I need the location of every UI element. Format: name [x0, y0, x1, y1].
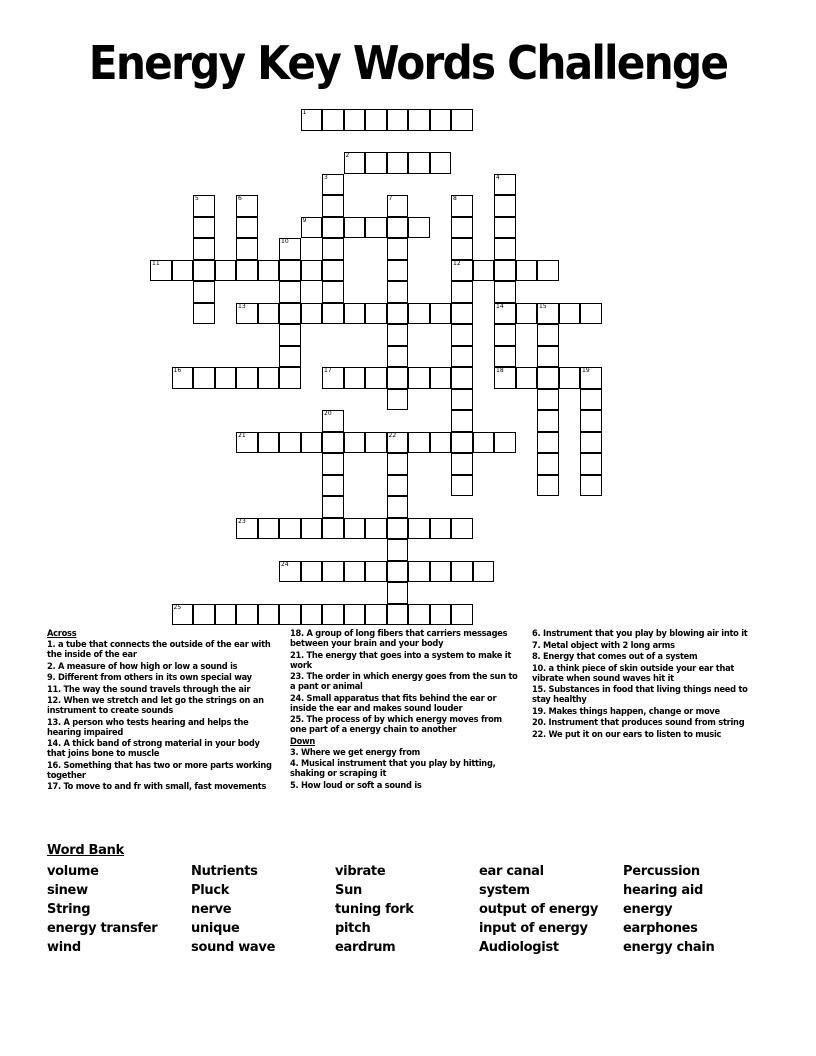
crossword-cell[interactable]: [387, 281, 409, 303]
crossword-cell[interactable]: [215, 604, 237, 626]
crossword-cell[interactable]: [516, 367, 538, 389]
crossword-cell[interactable]: [236, 260, 258, 282]
clue-number: 19: [582, 367, 590, 374]
crossword-cell[interactable]: [580, 410, 602, 432]
crossword-cell[interactable]: [236, 195, 258, 217]
crossword-cell[interactable]: [322, 367, 344, 389]
crossword-cell[interactable]: [279, 432, 301, 454]
crossword-cell[interactable]: [473, 260, 495, 282]
clue-number: 13: [238, 302, 246, 310]
crossword-cell[interactable]: [451, 109, 473, 131]
crossword-cell[interactable]: [451, 518, 473, 540]
crossword-cell[interactable]: [279, 238, 301, 260]
crossword-cell[interactable]: [430, 367, 452, 389]
clue-down-5: 5. How loud or soft a sound is: [290, 779, 422, 791]
clue-across-13: 13. A person who tests hearing and helps the hearing impaired: [47, 716, 249, 738]
crossword-cell[interactable]: [580, 453, 602, 475]
crossword-cell[interactable]: [365, 303, 387, 325]
crossword-cell[interactable]: [537, 303, 559, 325]
word-bank-item: output of energy: [479, 902, 599, 917]
clue-number: 8: [453, 195, 457, 202]
clue-number: 11: [152, 259, 160, 267]
word-bank-item: Audiologist: [479, 940, 559, 955]
crossword-cell[interactable]: [387, 432, 409, 454]
clue-across-11: 11. The way the sound travels through the air: [47, 683, 251, 695]
word-bank-item: Pluck: [191, 883, 230, 898]
crossword-cell[interactable]: [322, 518, 344, 540]
crossword-cell[interactable]: [258, 367, 280, 389]
word-bank-item: sound wave: [191, 940, 276, 955]
crossword-cell[interactable]: [301, 260, 323, 282]
crossword-cell[interactable]: [537, 260, 559, 282]
crossword-cell[interactable]: [301, 217, 323, 239]
word-bank-item: tuning fork: [335, 902, 414, 917]
word-bank: [47, 862, 767, 957]
crossword-cell[interactable]: [559, 303, 581, 325]
crossword-cell[interactable]: [451, 475, 473, 497]
crossword-cell[interactable]: [322, 604, 344, 626]
crossword-cell[interactable]: [322, 238, 344, 260]
crossword-cell[interactable]: [387, 496, 409, 518]
crossword-cell[interactable]: [322, 109, 344, 131]
crossword-cell[interactable]: [236, 518, 258, 540]
crossword-cell[interactable]: [387, 303, 409, 325]
word-bank-item: input of energy: [479, 921, 588, 936]
crossword-cell[interactable]: [258, 432, 280, 454]
crossword-cell[interactable]: [387, 238, 409, 260]
crossword-cell[interactable]: [236, 303, 258, 325]
clue-number: 20: [324, 410, 332, 417]
crossword-cell[interactable]: [494, 217, 516, 239]
crossword-cell[interactable]: [387, 195, 409, 217]
crossword-cell[interactable]: [365, 432, 387, 454]
clues-column-2: [290, 629, 520, 792]
clue-number: 7: [388, 195, 393, 202]
crossword-cell[interactable]: [301, 303, 323, 325]
crossword-cell[interactable]: [408, 152, 430, 174]
crossword-cell[interactable]: [193, 260, 215, 282]
crossword-cell[interactable]: [473, 561, 495, 583]
crossword-cell[interactable]: [193, 281, 215, 303]
clue-across-12: 12. When we stretch and let go the strings on an instrument to create sounds: [47, 695, 264, 716]
clue-down-20: 20. Instrument that produces sound from string: [532, 717, 745, 728]
crossword-cell[interactable]: [279, 346, 301, 368]
crossword-cell[interactable]: [494, 195, 516, 217]
crossword-cell[interactable]: [516, 303, 538, 325]
crossword-cell[interactable]: [430, 432, 452, 454]
crossword-cell[interactable]: [236, 604, 258, 626]
crossword-cell[interactable]: [279, 518, 301, 540]
crossword-cell[interactable]: [215, 367, 237, 389]
word-bank-item: Percussion: [623, 864, 700, 879]
crossword-cell[interactable]: [258, 518, 280, 540]
clue-number: 10: [281, 238, 289, 245]
crossword-cell[interactable]: [451, 324, 473, 346]
crossword-cell[interactable]: [494, 260, 516, 282]
clue-number: 12: [453, 259, 461, 267]
crossword-cell[interactable]: [387, 518, 409, 540]
clues-column-1: [47, 629, 277, 794]
across-heading: Across: [47, 628, 77, 639]
word-bank-item: wind: [47, 940, 81, 955]
crossword-cell[interactable]: [430, 604, 452, 626]
crossword-cell[interactable]: [387, 389, 409, 411]
crossword-cell[interactable]: [322, 475, 344, 497]
clue-number: 24: [281, 560, 289, 568]
crossword-cell[interactable]: [322, 496, 344, 518]
crossword-cell[interactable]: [430, 303, 452, 325]
clue-number: 3: [324, 173, 328, 181]
crossword-cell[interactable]: [365, 561, 387, 583]
word-bank-item: energy: [623, 902, 673, 917]
clue-across-23: 23. The order in which energy goes from the sun to a pant or animal: [290, 671, 518, 692]
crossword-cell[interactable]: [408, 432, 430, 454]
crossword-cell[interactable]: [451, 410, 473, 432]
crossword-cell[interactable]: [451, 604, 473, 626]
crossword-cell[interactable]: [451, 303, 473, 325]
word-bank-item: String: [47, 902, 91, 917]
crossword-cell[interactable]: [494, 367, 516, 389]
crossword-cell[interactable]: [344, 217, 366, 239]
crossword-cell[interactable]: [344, 367, 366, 389]
crossword-cell[interactable]: [258, 303, 280, 325]
crossword-cell[interactable]: [387, 152, 409, 174]
crossword-cell[interactable]: [301, 604, 323, 626]
crossword-cell[interactable]: [494, 346, 516, 368]
crossword-cell[interactable]: [473, 432, 495, 454]
crossword-cell[interactable]: [193, 303, 215, 325]
crossword-cell[interactable]: [215, 260, 237, 282]
crossword-cell[interactable]: [301, 518, 323, 540]
crossword-cell[interactable]: [387, 346, 409, 368]
word-bank-item: Nutrients: [191, 864, 258, 879]
crossword-cell[interactable]: [387, 582, 409, 604]
crossword-cell[interactable]: [537, 367, 559, 389]
clue-down-10: 10. a think piece of skin outside your ear that vibrate when sound waves hit it: [532, 662, 735, 684]
clue-down-8: 8. Energy that comes out of a system: [532, 651, 698, 662]
word-bank-item: earphones: [623, 921, 698, 936]
crossword-cell[interactable]: [537, 324, 559, 346]
clue-across-14: 14. A thick band of strong material in your body that joins bone to muscle: [47, 738, 260, 759]
word-bank-item: eardrum: [335, 940, 396, 955]
crossword-cell[interactable]: [322, 260, 344, 282]
word-bank-item: unique: [191, 921, 240, 936]
word-bank-item: volume: [47, 864, 99, 879]
crossword-cell[interactable]: [365, 518, 387, 540]
crossword-cell[interactable]: [408, 561, 430, 583]
crossword-cell[interactable]: [193, 195, 215, 217]
crossword-cell[interactable]: [430, 152, 452, 174]
word-bank-item: sinew: [47, 883, 88, 898]
crossword-cell[interactable]: [408, 303, 430, 325]
clue-number: 9: [302, 216, 307, 224]
clue-across-16: 16. Something that has two or more parts working together: [47, 759, 272, 781]
crossword-cell[interactable]: [172, 260, 194, 282]
crossword-cell[interactable]: [322, 281, 344, 303]
crossword-cell[interactable]: [408, 604, 430, 626]
crossword-cell[interactable]: [516, 260, 538, 282]
crossword-cell[interactable]: [279, 367, 301, 389]
crossword-cell[interactable]: [580, 475, 602, 497]
crossword-cell[interactable]: [430, 109, 452, 131]
crossword-cell[interactable]: [387, 260, 409, 282]
clue-number: 14: [496, 302, 504, 310]
clue-across-17: 17. To move to and fr with small, fast movements: [47, 781, 267, 792]
crossword-cell[interactable]: [279, 324, 301, 346]
word-bank-item: pitch: [335, 921, 371, 936]
crossword-cell[interactable]: [258, 604, 280, 626]
word-bank-item: nerve: [191, 902, 232, 917]
clue-number: 5: [195, 195, 199, 202]
crossword-cell[interactable]: [365, 152, 387, 174]
crossword-cell[interactable]: [451, 453, 473, 475]
crossword-cell[interactable]: [451, 238, 473, 260]
clue-down-22: 22. We put it on our ears to listen to music: [532, 728, 722, 740]
crossword-cell[interactable]: [451, 367, 473, 389]
down-heading: Down: [290, 735, 316, 747]
clue-number: 4: [496, 173, 500, 181]
crossword-cell[interactable]: [344, 561, 366, 583]
clue-across-2: 2. A measure of how high or low a sound is: [47, 660, 238, 672]
crossword-cell[interactable]: [344, 604, 366, 626]
word-bank-item: Sun: [335, 883, 362, 898]
crossword-cell[interactable]: [408, 518, 430, 540]
crossword-cell[interactable]: [193, 604, 215, 626]
crossword-cell[interactable]: [322, 303, 344, 325]
crossword-cell[interactable]: [451, 195, 473, 217]
crossword-cell[interactable]: [258, 260, 280, 282]
crossword-cell[interactable]: [580, 367, 602, 389]
clue-across-18: 18. A group of long fibers that carriers messages between your brain and your body: [290, 628, 508, 649]
crossword-cell[interactable]: [580, 432, 602, 454]
crossword-cell[interactable]: [408, 217, 430, 239]
clue-across-25: 25. The process of by which energy moves from one part of a energy chain to another: [290, 714, 502, 735]
clue-number: 6: [238, 195, 242, 202]
crossword-cell[interactable]: [301, 561, 323, 583]
clue-number: 1: [302, 109, 307, 116]
crossword-cell[interactable]: [430, 561, 452, 583]
crossword-cell[interactable]: [344, 303, 366, 325]
clue-down-15: 15. Substances in food that living things need to stay healthy: [532, 684, 748, 705]
crossword-cell[interactable]: [279, 281, 301, 303]
crossword-cell[interactable]: [387, 604, 409, 626]
crossword-cell[interactable]: [322, 174, 344, 196]
clue-number: 18: [496, 367, 504, 374]
crossword-cell[interactable]: [408, 109, 430, 131]
crossword-cell[interactable]: [451, 281, 473, 303]
crossword-cell[interactable]: [322, 195, 344, 217]
crossword-cell[interactable]: [172, 367, 194, 389]
crossword-cell[interactable]: [387, 539, 409, 561]
crossword-cell[interactable]: [537, 346, 559, 368]
crossword-cell[interactable]: [365, 367, 387, 389]
crossword-cell[interactable]: [301, 432, 323, 454]
crossword-cell[interactable]: [494, 281, 516, 303]
crossword-cell[interactable]: [537, 453, 559, 475]
crossword-cell[interactable]: [344, 152, 366, 174]
crossword-cell[interactable]: [365, 604, 387, 626]
crossword-cell[interactable]: [279, 303, 301, 325]
crossword-cell[interactable]: [408, 367, 430, 389]
crossword-cell[interactable]: [430, 518, 452, 540]
clue-across-1: 1. a tube that connects the outside of the ear with the inside of the ear: [47, 639, 271, 660]
crossword-cell[interactable]: [537, 410, 559, 432]
crossword-cell[interactable]: [494, 432, 516, 454]
clue-down-3: 3. Where we get energy from: [290, 746, 420, 758]
crossword-cell[interactable]: [387, 109, 409, 131]
crossword-cell[interactable]: [451, 217, 473, 239]
crossword-cell[interactable]: [236, 238, 258, 260]
clue-down-6: 6. Instrument that you play by blowing air into it: [532, 628, 748, 639]
clues-column-3: [532, 629, 762, 741]
crossword-cell[interactable]: [344, 432, 366, 454]
clue-number: 2: [345, 152, 350, 159]
word-bank-item: energy transfer: [47, 921, 158, 936]
crossword-cell[interactable]: [387, 367, 409, 389]
crossword-cell[interactable]: [172, 604, 194, 626]
crossword-cell[interactable]: [150, 260, 172, 282]
crossword-cell[interactable]: [365, 217, 387, 239]
clue-number: 25: [173, 603, 182, 611]
crossword-cell[interactable]: [451, 260, 473, 282]
clue-across-21: 21. The energy that goes into a system to make it work: [290, 649, 512, 671]
clue-down-4: 4. Musical instrument that you play by hitting, shaking or scraping it: [290, 758, 496, 779]
crossword-cell[interactable]: [451, 432, 473, 454]
crossword-cell[interactable]: [301, 109, 323, 131]
crossword-cell[interactable]: [537, 475, 559, 497]
clue-number: 23: [238, 517, 246, 525]
clue-number: 15: [539, 302, 547, 310]
crossword-cell[interactable]: [537, 432, 559, 454]
clue-across-24: 24. Small apparatus that fits behind the ear or inside the ear and makes sound louder: [290, 692, 497, 714]
word-bank-item: system: [479, 883, 530, 898]
clue-down-19: 19. Makes things happen, change or move: [532, 705, 720, 717]
crossword-cell[interactable]: [537, 389, 559, 411]
crossword-cell[interactable]: [344, 109, 366, 131]
crossword-cell[interactable]: [451, 346, 473, 368]
crossword-cell[interactable]: [236, 367, 258, 389]
crossword-cell[interactable]: [322, 217, 344, 239]
crossword-cell[interactable]: [279, 604, 301, 626]
clue-number: 16: [173, 367, 182, 374]
crossword-cell[interactable]: [494, 303, 516, 325]
clue-across-9: 9. Different from others in its own special way: [47, 672, 252, 683]
crossword-cell[interactable]: [387, 324, 409, 346]
crossword-cell[interactable]: [279, 561, 301, 583]
word-bank-item: hearing aid: [623, 883, 704, 898]
crossword-cell[interactable]: [193, 367, 215, 389]
crossword-cell[interactable]: [236, 432, 258, 454]
clue-down-7: 7. Metal object with 2 long arms: [532, 639, 675, 651]
crossword-cell[interactable]: [387, 475, 409, 497]
clue-number: 22: [388, 431, 397, 439]
clue-number: 17: [324, 367, 332, 374]
crossword-cell[interactable]: [322, 410, 344, 432]
crossword-cell[interactable]: [344, 518, 366, 540]
crossword-cell[interactable]: [322, 453, 344, 475]
crossword-cell[interactable]: [494, 324, 516, 346]
crossword-cell[interactable]: [387, 217, 409, 239]
word-bank-item: energy chain: [623, 940, 715, 955]
crossword-cell[interactable]: [580, 303, 602, 325]
crossword-cell[interactable]: [236, 217, 258, 239]
clue-number: 21: [238, 431, 246, 439]
crossword-cell[interactable]: [494, 174, 516, 196]
crossword-cell[interactable]: [322, 432, 344, 454]
crossword-cell[interactable]: [559, 367, 581, 389]
crossword-cell[interactable]: [322, 561, 344, 583]
crossword-cell[interactable]: [451, 561, 473, 583]
word-bank-item: ear canal: [479, 864, 544, 879]
crossword-cell[interactable]: [387, 453, 409, 475]
crossword-cell[interactable]: [494, 238, 516, 260]
crossword-cell[interactable]: [193, 217, 215, 239]
crossword-cell[interactable]: [279, 260, 301, 282]
word-bank-title: Word Bank: [47, 843, 124, 858]
crossword-cell[interactable]: [387, 561, 409, 583]
crossword-cell[interactable]: [580, 389, 602, 411]
crossword-cell[interactable]: [365, 109, 387, 131]
crossword-cell[interactable]: [193, 238, 215, 260]
word-bank-item: vibrate: [335, 864, 386, 879]
page-title: Energy Key Words Challenge: [88, 36, 728, 90]
crossword-cell[interactable]: [451, 389, 473, 411]
